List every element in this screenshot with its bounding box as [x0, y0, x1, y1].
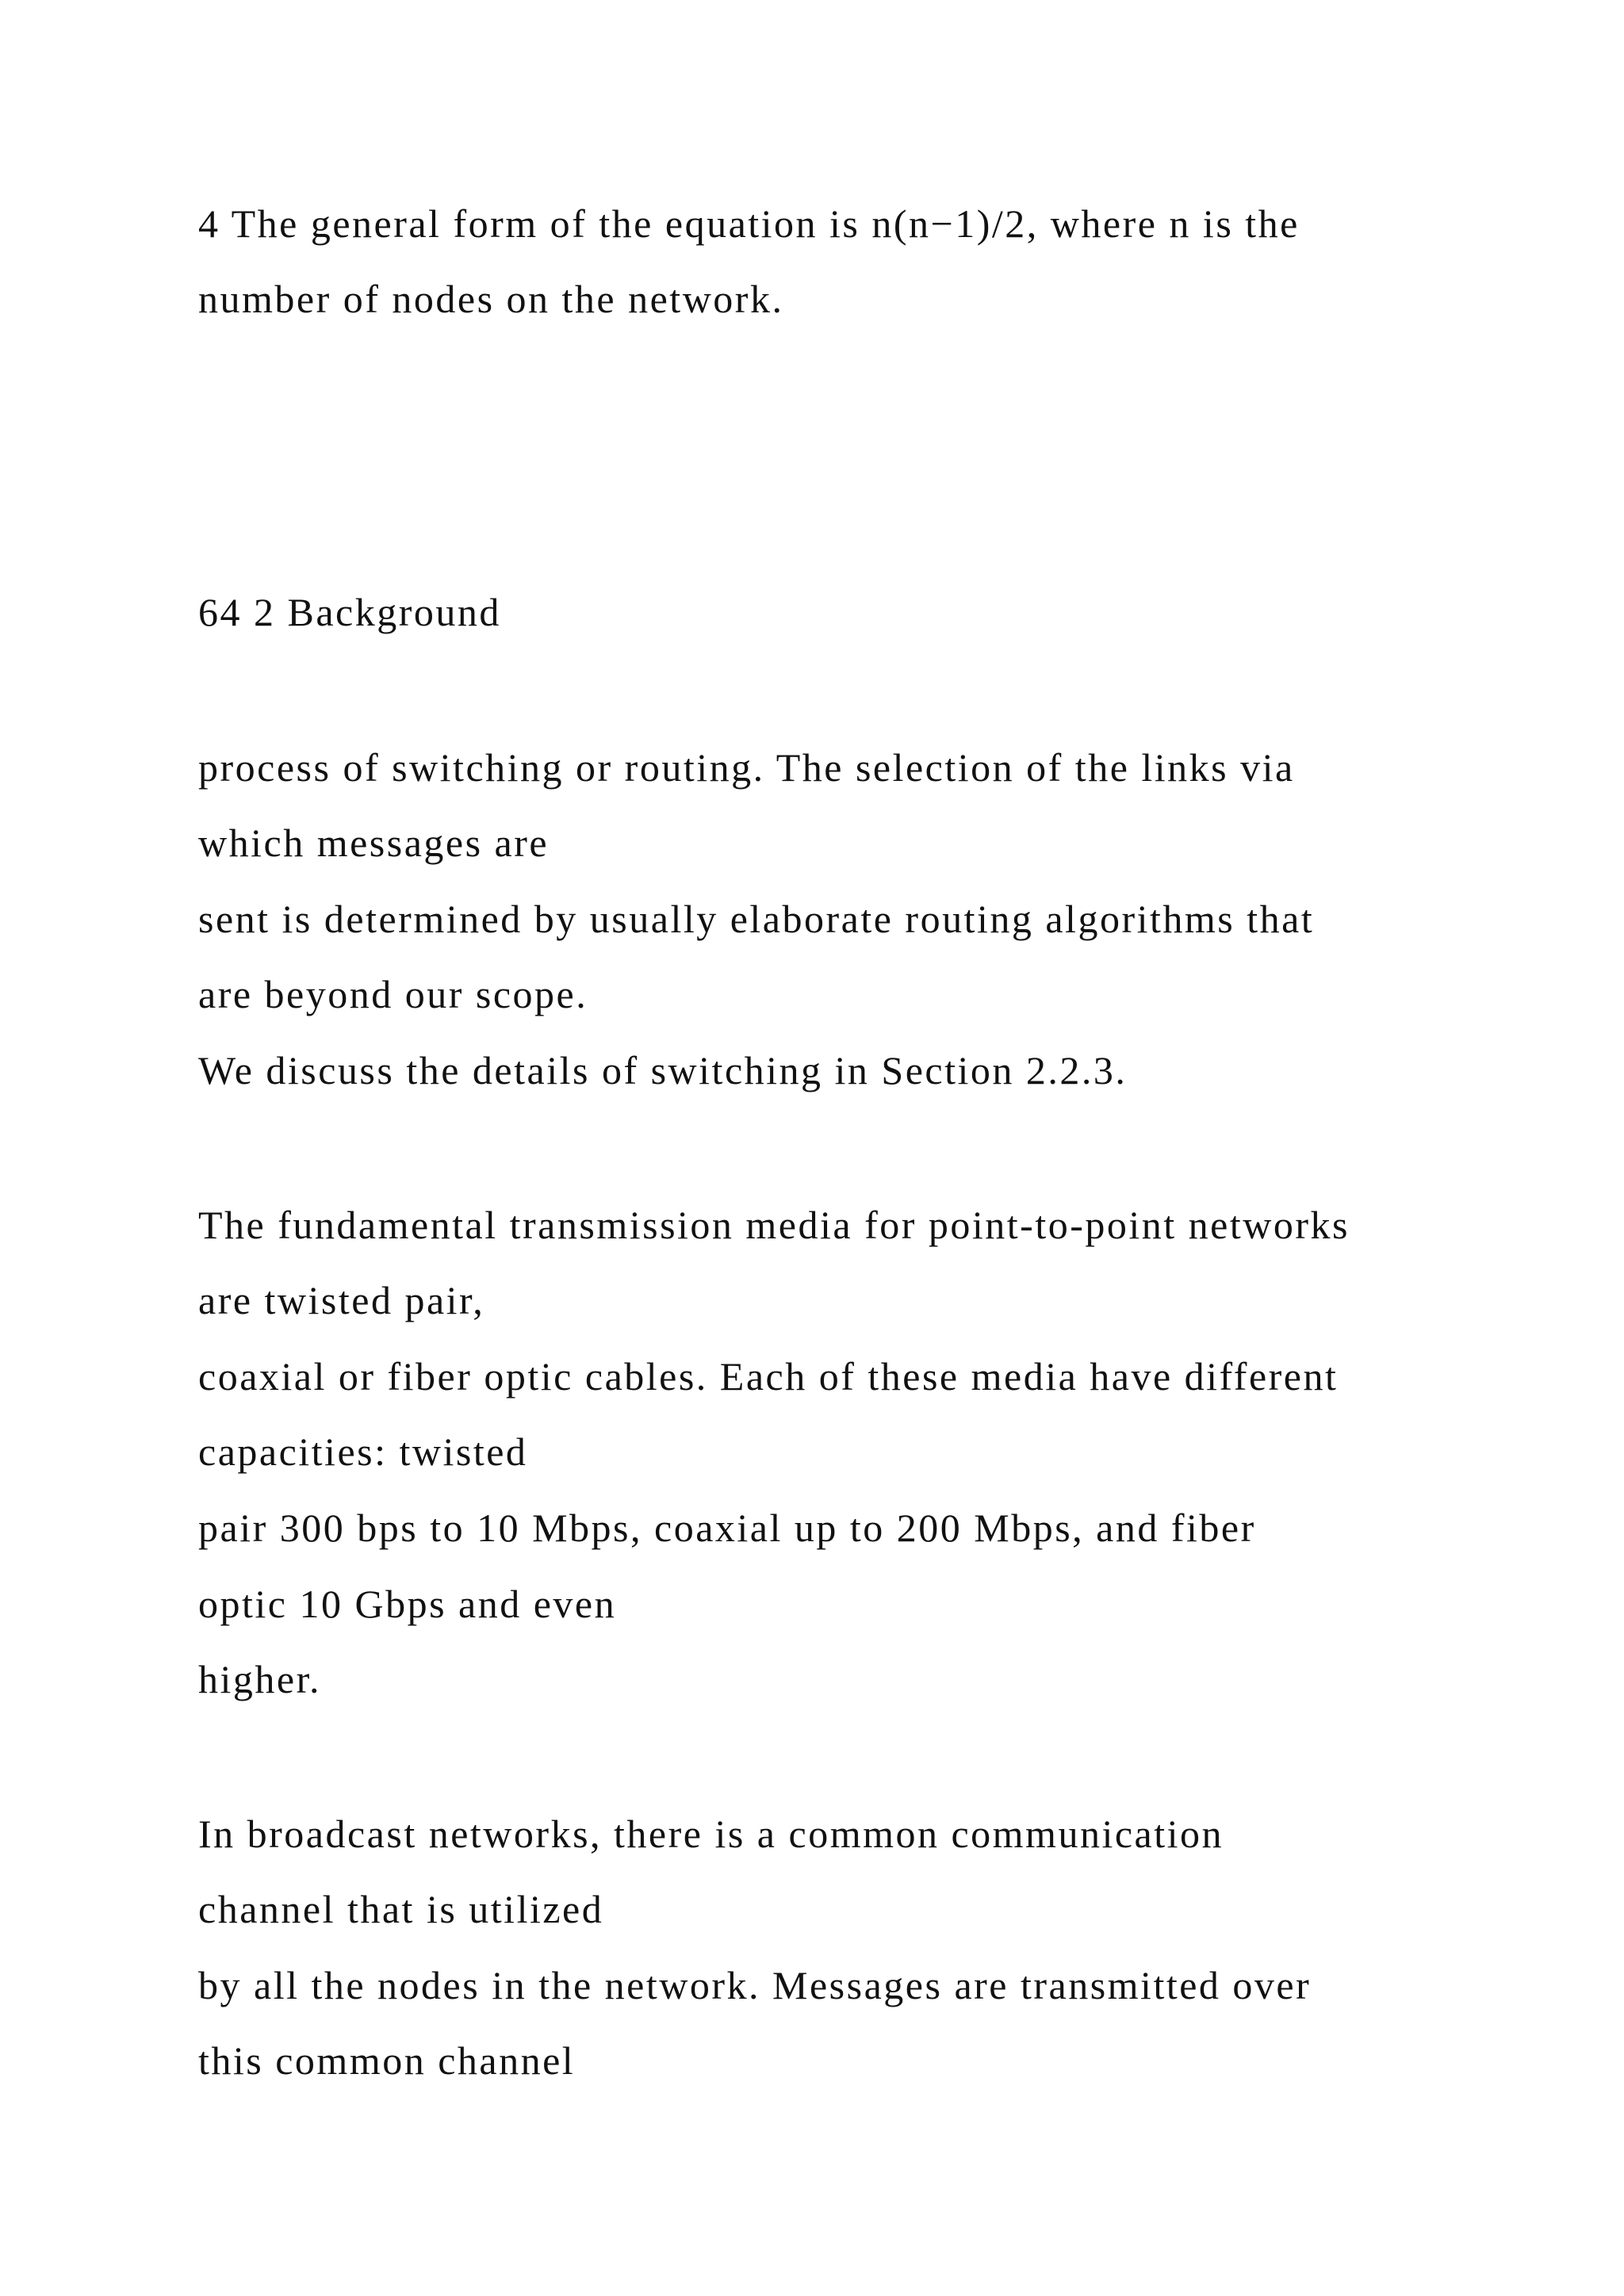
- running-header: 64 2 Background: [198, 590, 501, 634]
- paragraph-line: process of switching or routing. The selection of the links via: [198, 745, 1295, 790]
- paragraph-line: pair 300 bps to 10 Mbps, coaxial up to 200 Mbps, and fiber: [198, 1506, 1256, 1550]
- paragraph-line: by all the nodes in the network. Messages are transmitted over: [198, 1963, 1312, 2007]
- footnote-line: number of nodes on the network.: [198, 277, 784, 321]
- paragraph-line: The fundamental transmission media for point-to-point networks: [198, 1203, 1350, 1247]
- paragraph-line: which messages are: [198, 821, 550, 865]
- paragraph-line: We discuss the details of switching in Section 2.2.3.: [198, 1048, 1128, 1093]
- paragraph-line: In broadcast networks, there is a common communication: [198, 1812, 1224, 1856]
- footnote-line: 4 The general form of the equation is n(n−1)/2, where n is the: [198, 201, 1300, 246]
- paragraph-line: channel that is utilized: [198, 1887, 604, 1931]
- paragraph-line: are twisted pair,: [198, 1278, 485, 1322]
- paragraph-line: this common channel: [198, 2038, 576, 2083]
- paragraph-line: higher.: [198, 1657, 321, 1701]
- paragraph-line: coaxial or fiber optic cables. Each of these media have different: [198, 1354, 1339, 1399]
- paragraph-line: sent is determined by usually elaborate routing algorithms that: [198, 897, 1315, 941]
- paragraph-line: optic 10 Gbps and even: [198, 1582, 617, 1626]
- paragraph-line: are beyond our scope.: [198, 972, 588, 1016]
- paragraph-line: capacities: twisted: [198, 1429, 528, 1474]
